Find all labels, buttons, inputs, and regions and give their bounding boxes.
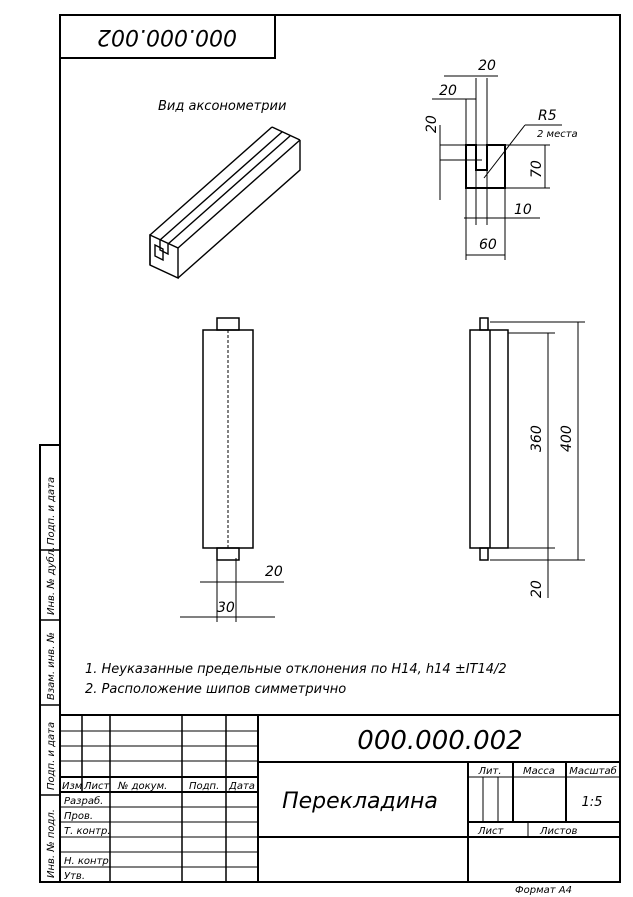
lit-label: Лит. [478,766,502,777]
col-date: Дата [229,781,255,792]
row-prov: Пров. [64,811,94,822]
side-label-dup-inv: Инв. № дубл. [46,546,57,615]
axonometric-view [150,127,300,278]
end-view [424,58,578,260]
part-name: Перекладина [282,789,438,814]
view-title: Вид аксонометрии [158,99,287,114]
top-code: 000.000.002 [97,24,237,49]
dim-70: 70 [529,160,545,178]
side-stamp [40,445,60,882]
dim-400: 400 [559,425,575,452]
dim-side-20: 20 [424,115,440,133]
row-nkontr: Н. контр. [64,856,112,867]
row-razrab: Разраб. [64,796,104,807]
dim-places: 2 места [537,129,578,140]
col-sign: Подп. [189,781,220,792]
side-label-orig-inv: Инв. № подл. [46,809,57,878]
side-view [470,318,585,598]
dim-10: 10 [514,202,532,218]
side-label-sign-date-2: Подп. и дата [46,721,57,790]
side-label-sign-date: Подп. и дата [46,476,57,545]
dim-r5: R5 [538,108,557,124]
sheet-label: Лист [478,826,504,837]
row-utv: Утв. [64,871,85,882]
dim-top-20: 20 [478,58,496,74]
note-1: 1. Неуказанные предельные отклонения по H14, h14 ±IT14/2 [85,662,507,677]
front-view [180,318,284,622]
dim-360: 360 [529,425,545,452]
scale-value: 1:5 [581,795,603,810]
col-doc: № докум. [118,781,168,792]
dim-20-front: 20 [265,564,283,580]
dim-60: 60 [479,237,497,253]
col-izm: Изм [62,781,83,792]
title-block [60,715,620,882]
dim-left-20: 20 [439,83,457,99]
scale-label: Масштаб [569,766,617,777]
mass-label: Масса [523,766,555,777]
dim-30: 30 [217,600,235,616]
format-label: Формат А4 [515,885,572,896]
designation: 000.000.002 [357,726,523,756]
col-list: Лист [84,781,110,792]
sheets-label: Листов [540,826,578,837]
note-2: 2. Расположение шипов симметрично [85,682,347,697]
side-label-repl-inv: Взам. инв. № [46,632,57,700]
dim-20-side: 20 [529,580,545,598]
row-tkontr: Т. контр. [64,826,111,837]
